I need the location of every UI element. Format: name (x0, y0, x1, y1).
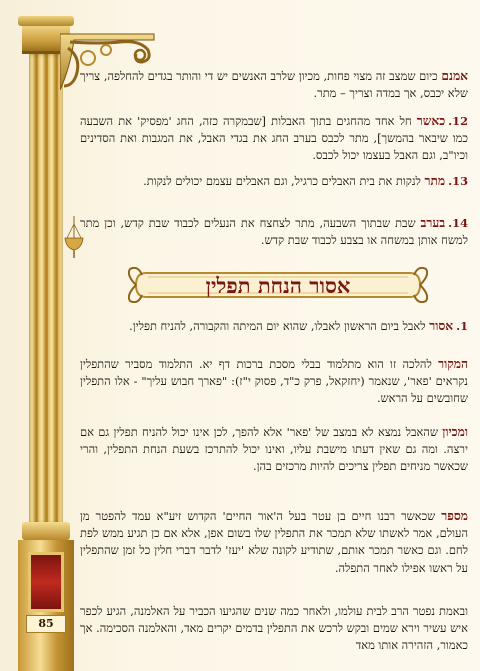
paragraph-number: 12. (448, 114, 468, 128)
paragraph-reason (80, 424, 468, 476)
paragraph-12 (80, 113, 468, 165)
paragraph-number: 1. (456, 319, 468, 333)
paragraph-keyword: בערב (420, 216, 446, 230)
paragraph-keyword: אמנם (441, 69, 468, 83)
pillar-base-cap (22, 522, 70, 540)
pillar-red-panel (28, 552, 64, 612)
paragraph-keyword: אסור (429, 319, 454, 333)
paragraph-text: שהאבל נמצא לא במצב של 'פאר' אלא להפך, לכן אינו יכול להניח תפלין גם אם ירצה. ומה גם שאין דעתו מישבת עליו, ואינו יכול להתרכז בשעת הנחת התפלין, והרי שכאשר מניחים תפלין צריכים להיות מרכזים בהן. (80, 425, 468, 474)
paragraph-keyword: כאשר (416, 114, 446, 128)
paragraph-text: לאבל ביום הראשון לאבלו, שהוא יום המיתה והקבורה, להניח תפלין. (129, 319, 430, 333)
paragraph-keyword: מתר (424, 174, 446, 188)
pillar-shaft (29, 54, 63, 524)
paragraph-text: שבת שבתוך השבעה, מתר לצחצח את הנעלים לכבוד שבת קדש, וכן מתר למשח אותן במשחה או בצבע לכבוד שבת קדש. (80, 216, 468, 248)
paragraph-story-continued (80, 603, 468, 655)
paragraph-text: חל אחד מהחגים בתוך האבלות [שבמקרה כזה, החג 'מפסיק' את השבעה כמו שיבאר בהמשך], מתר לכבס בערב החג את בגדי האבל, את המגבות ואת הסדינים וכיו"ב, וגם האבל בעצמו יכול לכבס. (80, 114, 468, 163)
section-title: אסור הנחת תפלין (205, 273, 351, 298)
paragraph-keyword: המקור (438, 357, 468, 371)
section-title-banner (128, 267, 428, 303)
paragraph-number: 14. (448, 216, 468, 230)
paragraph-1 (80, 318, 468, 335)
paragraph-story (80, 508, 468, 577)
text-column (80, 0, 468, 671)
paragraph-text: שכאשר רבנו חיים בן עטר בעל ה'אור החיים' הקדוש זיע"א עמד להפטר מן העולם, אמר לאשתו שלא תמכר את התפלין שלו בשום אפן, אלא אם כן תגיע ממש לפת לחם. וגם כאשר תמכר אותם, שתודיע לקונה שלא 'יעז' לדבר דברי חלין כל זמן שהתפלין על ראשו אפילו לאחר התפלה. (80, 509, 468, 575)
paragraph-text: כיום שמצב זה מצוי פחות, מכיון שלרב האנשים יש די והותר בגדים להחלפה, צריך שלא יכבס, אך במדה וצריך – מתר. (80, 69, 468, 101)
paragraph-keyword: מספר (441, 509, 468, 523)
page-number: 85 (26, 615, 66, 633)
paragraph-13 (80, 173, 468, 190)
paragraph-keyword: ומכיון (442, 425, 468, 439)
paragraph-intro (80, 68, 468, 102)
paragraph-text: לנקות את בית האבלים כרגיל, וגם האבלים עצמם יכולים לנקות. (143, 174, 425, 188)
paragraph-source (80, 356, 468, 408)
paragraph-text: להלכה זו הוא מתלמוד בבלי מסכת ברכות דף יא. התלמוד מסביר שהתפלין נקראים 'פאר', שנאמר (יחזקאל, פרק כ"ד, פסוק י"ז): "פארך חבוש עליך" - אלו התפלין שחובשים על הראש. (80, 357, 468, 406)
paragraph-text: ובאמת נפטר הרב לבית עולמו, ולאחר כמה שנים שהגיעו הכביר על האלמנה, הגיע לכפר איש עשיר וירא שמים ובקש לרכש את התפלין בדמים יקרים מאד, והאלמנה הסכימה. אך כאמור, הזהירה אותו מאד (80, 604, 468, 653)
paragraph-14 (80, 215, 468, 249)
paragraph-number: 13. (448, 174, 468, 188)
decorative-pillar-icon (18, 0, 74, 671)
